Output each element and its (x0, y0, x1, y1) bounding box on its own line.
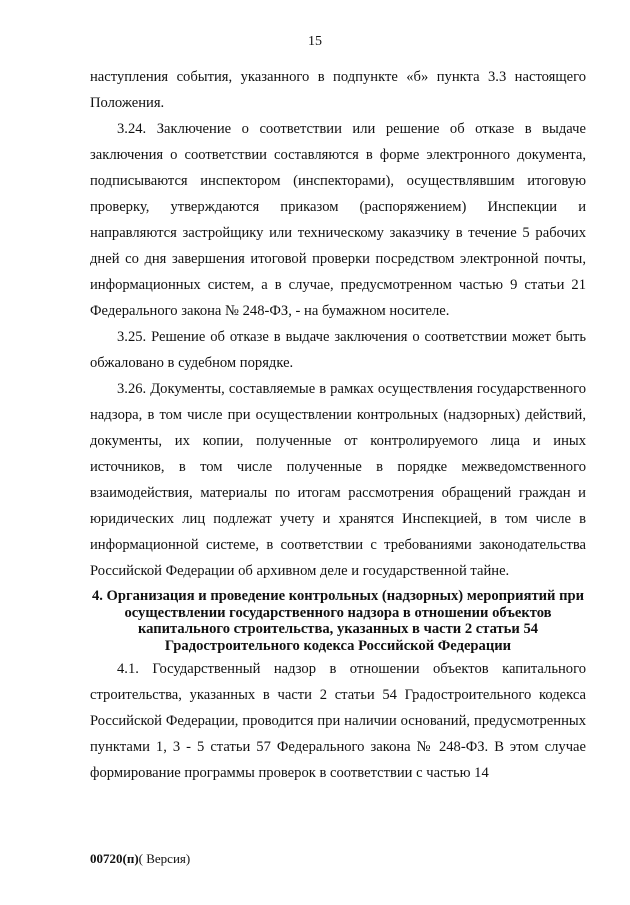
section-heading: 4. Организация и проведение контрольных (надзорных) мероприятий при осуществлении государственного надзора в отношении объектов капитального строительства, указанных в части 2 статьи 54 Градостроительного кодекса Российской Федерации (91, 588, 585, 654)
paragraph-3-25: 3.25. Решение об отказе в выдаче заключения о соответствии может быть обжаловано в судебном порядке. (90, 329, 586, 371)
document-body (90, 64, 586, 786)
page-number: 15 (308, 34, 322, 49)
document-version: ( Версия) (138, 851, 191, 866)
paragraph-3-24: 3.24. Заключение о соответствии или решение об отказе в выдаче заключения о соответствии составляются в форме электронного документа, подписываются инспектором (инспекторами), осуществлявшим итоговую проверку, утверждаются приказом (распоряжением) Инспекции и направляются застройщику или техническому заказчику в течение 5 рабочих дней со дня завершения итоговой проверки посредством электронной почты, информационных систем, а в случае, предусмотренном частью 9 статьи 21 Федерального закона № 248-ФЗ, - на бумажном носителе. (90, 121, 586, 319)
document-code: 00720(п) (90, 851, 139, 866)
paragraph-continuation: наступления события, указанного в подпункте «б» пункта 3.3 настоящего Положения. (90, 69, 586, 111)
paragraph-3-26: 3.26. Документы, составляемые в рамках осуществления государственного надзора, в том числе при осуществлении контрольных (надзорных) действий, документы, их копии, полученные от контролируемого лица и иных источников, в том числе полученные в порядке межведомственного взаимодействия, материалы по итогам рассмотрения обращений граждан и юридических лиц подлежат учету и хранятся Инспекцией, в том числе в информационной системе, в соответствии с требованиями законодательства Российской Федерации об архивном деле и государственной тайне. (90, 381, 586, 579)
document-footer (90, 851, 190, 867)
paragraph-4-1: 4.1. Государственный надзор в отношении объектов капитального строительства, указанных в части 2 статьи 54 Градостроительного кодекса Российской Федерации, проводится при наличии оснований, предусмотренных пунктами 1, 3 - 5 статьи 57 Федерального закона № 248-ФЗ. В этом случае формирование программы проверок в соответствии с частью 14 (90, 661, 586, 781)
